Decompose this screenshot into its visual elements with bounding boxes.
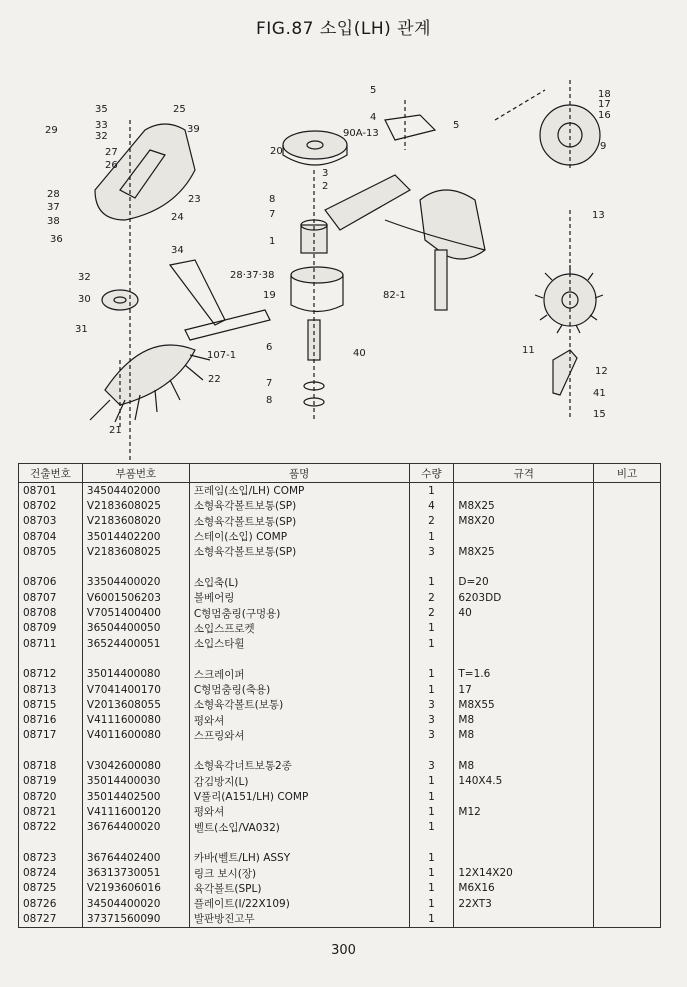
cell-spec: 140X4.5 [454, 774, 594, 789]
cell-note [594, 605, 661, 620]
callout-label: 23 [188, 194, 201, 205]
cell-spec [454, 743, 594, 758]
cell-index: 08719 [19, 774, 83, 789]
cell-note [594, 758, 661, 773]
table-row [19, 590, 661, 605]
cell-part-number: V4011600080 [82, 728, 189, 743]
table-row [19, 605, 661, 620]
cell-quantity: 1 [409, 820, 454, 835]
cell-part-number: 36764400020 [82, 820, 189, 835]
cell-part-name: 카바(벨트/LH) ASSY [189, 850, 409, 865]
cell-spec: M8X25 [454, 544, 594, 559]
callout-label: 38 [47, 216, 60, 227]
cell-part-number: V4111600080 [82, 712, 189, 727]
cell-note [594, 835, 661, 850]
table-row [19, 483, 661, 499]
table-row [19, 712, 661, 727]
cell-part-number: V2183608020 [82, 514, 189, 529]
cell-spec: T=1.6 [454, 667, 594, 682]
cell-quantity: 1 [409, 881, 454, 896]
cell-note [594, 789, 661, 804]
cell-part-number: V2013608055 [82, 697, 189, 712]
table-row [19, 544, 661, 559]
cell-note [594, 544, 661, 559]
cell-quantity [409, 559, 454, 574]
cell-part-number [82, 651, 189, 666]
cell-part-number: 33504400020 [82, 575, 189, 590]
cell-spec [454, 820, 594, 835]
table-row [19, 743, 661, 758]
callout-label: 3 [322, 168, 329, 179]
table-row [19, 804, 661, 819]
cell-index: 08717 [19, 728, 83, 743]
cell-index [19, 651, 83, 666]
cell-note [594, 743, 661, 758]
cell-part-number: V2183608025 [82, 544, 189, 559]
cell-index: 08723 [19, 850, 83, 865]
cell-quantity: 1 [409, 789, 454, 804]
cell-spec: M8X25 [454, 498, 594, 513]
cell-part-name [189, 743, 409, 758]
cell-index [19, 743, 83, 758]
cell-note [594, 712, 661, 727]
cell-note [594, 850, 661, 865]
table-row [19, 575, 661, 590]
cell-quantity: 1 [409, 529, 454, 544]
cell-index: 08702 [19, 498, 83, 513]
cell-quantity: 1 [409, 667, 454, 682]
cell-part-number [82, 743, 189, 758]
cell-spec [454, 911, 594, 927]
callout-label: 35 [95, 104, 108, 115]
cell-index: 08701 [19, 483, 83, 499]
cell-note [594, 590, 661, 605]
callout-label: 2 [322, 181, 329, 192]
cell-spec: 17 [454, 682, 594, 697]
cell-part-name [189, 651, 409, 666]
callout-label: 7 [266, 378, 273, 389]
cell-spec [454, 789, 594, 804]
cell-note [594, 529, 661, 544]
cell-spec [454, 483, 594, 499]
cell-part-name: 소형육각볼트보통(SP) [189, 498, 409, 513]
callout-label: 24 [171, 212, 184, 223]
cell-spec [454, 559, 594, 574]
callout-label: 16 [598, 110, 611, 121]
cell-note [594, 651, 661, 666]
callout-label: 6 [266, 342, 273, 353]
callout-label: 8 [269, 194, 276, 205]
figure-title: FIG.87 소입(LH) 관계 [255, 19, 431, 39]
exploded-parts-diagram [25, 60, 665, 460]
header-part-number: 부품번호 [82, 464, 189, 483]
cell-spec [454, 636, 594, 651]
cell-part-name: 벨트(소입/VA032) [189, 820, 409, 835]
cell-part-number: V4111600120 [82, 804, 189, 819]
cell-part-name: C형멈춤링(축용) [189, 682, 409, 697]
cell-note [594, 911, 661, 927]
table-row [19, 820, 661, 835]
cell-note [594, 498, 661, 513]
cell-index: 08708 [19, 605, 83, 620]
cell-part-number: 35014402200 [82, 529, 189, 544]
table-row [19, 774, 661, 789]
cell-note [594, 881, 661, 896]
callout-label: 30 [78, 294, 91, 305]
cell-part-number: 36764402400 [82, 850, 189, 865]
cell-spec: M8 [454, 758, 594, 773]
cell-spec [454, 850, 594, 865]
cell-quantity: 3 [409, 728, 454, 743]
table-row [19, 559, 661, 574]
cell-part-number: 36313730051 [82, 865, 189, 880]
table-row [19, 865, 661, 880]
cell-index: 08715 [19, 697, 83, 712]
cell-part-name: 소형육각너트보통2종 [189, 758, 409, 773]
callout-label: 11 [522, 345, 535, 356]
callout-label: 13 [592, 210, 605, 221]
callout-label: 37 [47, 202, 60, 213]
cell-part-number: 34504402000 [82, 483, 189, 499]
callout-label: 5 [370, 85, 377, 96]
cell-part-number: 35014400030 [82, 774, 189, 789]
cell-note [594, 697, 661, 712]
cell-quantity: 1 [409, 483, 454, 499]
cell-part-number: V6001506203 [82, 590, 189, 605]
cell-note [594, 483, 661, 499]
table-row [19, 514, 661, 529]
table-row [19, 636, 661, 651]
cell-index [19, 559, 83, 574]
table-row [19, 911, 661, 927]
cell-part-name: 평와셔 [189, 804, 409, 819]
cell-part-name: 소입축(L) [189, 575, 409, 590]
cell-spec [454, 835, 594, 850]
cell-part-name [189, 835, 409, 850]
cell-index: 08703 [19, 514, 83, 529]
cell-spec: D=20 [454, 575, 594, 590]
cell-spec [454, 529, 594, 544]
cell-part-number: V7051400400 [82, 605, 189, 620]
cell-quantity: 1 [409, 636, 454, 651]
cell-index: 08704 [19, 529, 83, 544]
callout-label: 26 [105, 160, 118, 171]
cell-index: 08720 [19, 789, 83, 804]
callout-label: 40 [353, 348, 366, 359]
cell-quantity: 2 [409, 514, 454, 529]
table-row [19, 667, 661, 682]
callout-label: 90A-13 [343, 128, 379, 139]
cell-part-name: V풀리(A151/LH) COMP [189, 789, 409, 804]
callout-label: 4 [370, 112, 377, 123]
cell-part-name: 스프링와셔 [189, 728, 409, 743]
cell-note [594, 865, 661, 880]
cell-part-name: 발판방진고무 [189, 911, 409, 927]
cell-part-number: V2193606016 [82, 881, 189, 896]
cell-quantity: 2 [409, 605, 454, 620]
cell-part-number: 35014402500 [82, 789, 189, 804]
cell-quantity: 1 [409, 850, 454, 865]
cell-quantity: 1 [409, 682, 454, 697]
callout-label: 25 [173, 104, 186, 115]
cell-spec: M8 [454, 712, 594, 727]
cell-note [594, 621, 661, 636]
table-row [19, 758, 661, 773]
cell-quantity [409, 835, 454, 850]
cell-index: 08721 [19, 804, 83, 819]
cell-quantity: 1 [409, 865, 454, 880]
callout-label: 22 [208, 374, 221, 385]
cell-spec: M6X16 [454, 881, 594, 896]
cell-index: 08718 [19, 758, 83, 773]
cell-spec: 12X14X20 [454, 865, 594, 880]
cell-part-name: 소형육각볼트보통(SP) [189, 544, 409, 559]
table-row [19, 651, 661, 666]
table-row [19, 682, 661, 697]
cell-index: 08726 [19, 896, 83, 911]
callout-label: 12 [595, 366, 608, 377]
callout-label: 18 [598, 89, 611, 100]
callout-label: 28 [47, 189, 60, 200]
cell-part-number: 36524400051 [82, 636, 189, 651]
callout-label: 28·37·38 [230, 270, 275, 281]
callout-label: 21 [109, 425, 122, 436]
cell-quantity: 3 [409, 697, 454, 712]
diagram-svg [25, 60, 665, 460]
cell-part-name: 스테이(소입) COMP [189, 529, 409, 544]
callout-label: 31 [75, 324, 88, 335]
cell-spec [454, 651, 594, 666]
parts-table [18, 463, 661, 928]
callout-label: 8 [266, 395, 273, 406]
table-row [19, 835, 661, 850]
cell-quantity: 3 [409, 758, 454, 773]
cell-part-name: 소입스프로켓 [189, 621, 409, 636]
cell-note [594, 728, 661, 743]
table-row [19, 498, 661, 513]
callout-label: 36 [50, 234, 63, 245]
cell-part-number: 35014400080 [82, 667, 189, 682]
cell-part-name: 프레임(소입/LH) COMP [189, 483, 409, 499]
table-row [19, 697, 661, 712]
cell-quantity: 1 [409, 896, 454, 911]
page-number: 300 [331, 943, 356, 958]
cell-quantity: 2 [409, 590, 454, 605]
table-row [19, 529, 661, 544]
cell-note [594, 820, 661, 835]
callout-label: 82-1 [383, 290, 406, 301]
table-header-row [19, 464, 661, 483]
cell-part-name: 소형육각볼트보통(SP) [189, 514, 409, 529]
callout-label: 1 [269, 236, 276, 247]
cell-note [594, 896, 661, 911]
cell-note [594, 774, 661, 789]
cell-part-name: 소입스타휠 [189, 636, 409, 651]
header-spec: 규격 [454, 464, 594, 483]
cell-quantity: 1 [409, 621, 454, 636]
cell-note [594, 575, 661, 590]
cell-part-name: 스크레이퍼 [189, 667, 409, 682]
table-row [19, 621, 661, 636]
header-note: 비고 [594, 464, 661, 483]
cell-note [594, 636, 661, 651]
callout-label: 32 [95, 131, 108, 142]
cell-note [594, 682, 661, 697]
cell-spec: M12 [454, 804, 594, 819]
cell-part-name: 육각볼트(SPL) [189, 881, 409, 896]
table-row [19, 896, 661, 911]
header-index: 건출번호 [19, 464, 83, 483]
cell-spec: M8X20 [454, 514, 594, 529]
cell-index: 08712 [19, 667, 83, 682]
callout-label: 39 [187, 124, 200, 135]
callout-label: 29 [45, 125, 58, 136]
cell-part-number: 37371560090 [82, 911, 189, 927]
cell-part-name [189, 559, 409, 574]
cell-spec: 40 [454, 605, 594, 620]
cell-spec: M8 [454, 728, 594, 743]
cell-index: 08716 [19, 712, 83, 727]
callout-label: 32 [78, 272, 91, 283]
cell-spec: 22XT3 [454, 896, 594, 911]
cell-spec: M8X55 [454, 697, 594, 712]
cell-quantity: 3 [409, 544, 454, 559]
cell-note [594, 514, 661, 529]
cell-spec: 6203DD [454, 590, 594, 605]
cell-index: 08722 [19, 820, 83, 835]
cell-index: 08709 [19, 621, 83, 636]
cell-part-number [82, 835, 189, 850]
cell-part-number: 36504400050 [82, 621, 189, 636]
cell-quantity: 4 [409, 498, 454, 513]
table-row [19, 789, 661, 804]
cell-index: 08724 [19, 865, 83, 880]
cell-index: 08727 [19, 911, 83, 927]
cell-quantity [409, 743, 454, 758]
table-row [19, 881, 661, 896]
callout-label: 9 [600, 141, 607, 152]
cell-quantity: 1 [409, 911, 454, 927]
cell-part-name: 소형육각볼트(보통) [189, 697, 409, 712]
cell-quantity: 3 [409, 712, 454, 727]
cell-quantity: 1 [409, 575, 454, 590]
header-quantity: 수량 [409, 464, 454, 483]
cell-part-name: 볼베어링 [189, 590, 409, 605]
cell-note [594, 804, 661, 819]
cell-index [19, 835, 83, 850]
cell-part-number: V3042600080 [82, 758, 189, 773]
table-row [19, 728, 661, 743]
cell-quantity: 1 [409, 804, 454, 819]
callout-label: 5 [453, 120, 460, 131]
callout-label: 34 [171, 245, 184, 256]
callout-label: 27 [105, 147, 118, 158]
cell-note [594, 667, 661, 682]
cell-index: 08725 [19, 881, 83, 896]
cell-part-number: V2183608025 [82, 498, 189, 513]
callout-label: 15 [593, 409, 606, 420]
callout-label: 41 [593, 388, 606, 399]
cell-part-name: 감김방지(L) [189, 774, 409, 789]
cell-note [594, 559, 661, 574]
cell-part-name: C형멈춤링(구멍용) [189, 605, 409, 620]
header-part-name: 품명 [189, 464, 409, 483]
cell-part-number: 34504400020 [82, 896, 189, 911]
cell-part-name: 평와셔 [189, 712, 409, 727]
cell-index: 08711 [19, 636, 83, 651]
callout-label: 20 [270, 146, 283, 157]
cell-index: 08705 [19, 544, 83, 559]
table-row [19, 850, 661, 865]
callout-label: 17 [598, 99, 611, 110]
cell-part-number [82, 559, 189, 574]
cell-index: 08713 [19, 682, 83, 697]
cell-index: 08706 [19, 575, 83, 590]
cell-part-name: 링크 보시(장) [189, 865, 409, 880]
callout-label: 107-1 [207, 350, 237, 361]
callout-label: 7 [269, 209, 276, 220]
callout-label: 33 [95, 120, 108, 131]
cell-part-name: 플레이트(I/22X109) [189, 896, 409, 911]
cell-spec [454, 621, 594, 636]
cell-index: 08707 [19, 590, 83, 605]
cell-quantity: 1 [409, 774, 454, 789]
cell-quantity [409, 651, 454, 666]
callout-label: 19 [263, 290, 276, 301]
cell-part-number: V7041400170 [82, 682, 189, 697]
